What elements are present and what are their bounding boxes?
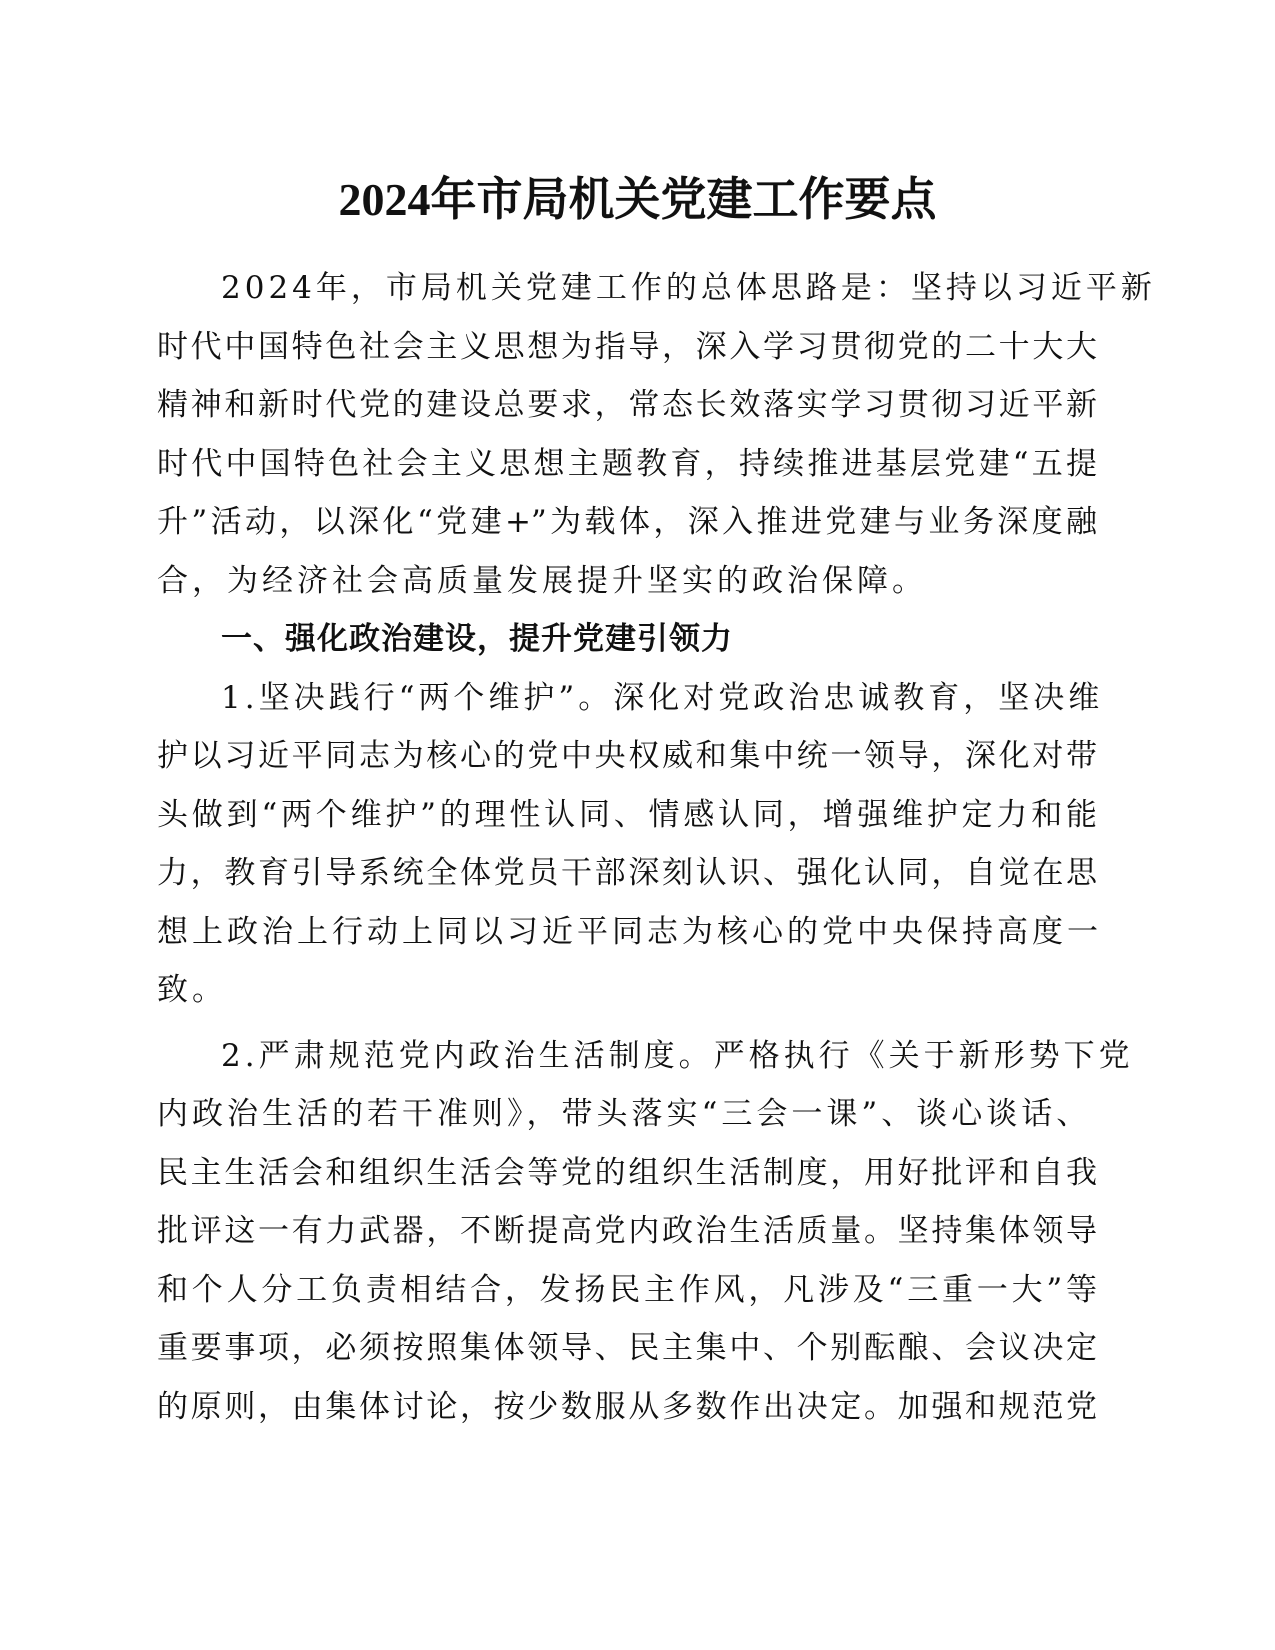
item1-line: 1.坚决践行“两个维护”。深化对党政治忠诚教育，坚决维	[221, 679, 1104, 716]
item2-line: 和个人分工负责相结合，发扬民主作风，凡涉及“三重一大”等	[157, 1271, 1097, 1308]
intro-line: 升”活动，以深化“党建+”为载体，深入推进党建与业务深度融	[157, 504, 1097, 540]
item1-line: 想上政治上行动上同以习近平同志为核心的党中央保持高度一	[157, 913, 1102, 950]
item2-line: 重要事项，必须按照集体领导、民主集中、个别酝酿、会议决定	[157, 1330, 1097, 1366]
intro-line: 2024年，市局机关党建工作的总体思路是：坚持以习近平新	[221, 270, 1156, 306]
intro-line: 时代中国特色社会主义思想为指导，深入学习贯彻党的二十大大	[157, 328, 1097, 365]
item2-line: 内政治生活的若干准则》，带头落实“三会一课”、谈心谈话、	[157, 1096, 1092, 1132]
intro-line: 合，为经济社会高质量发展提升坚实的政治保障。	[157, 562, 927, 599]
item1-line: 致。	[157, 972, 227, 1008]
item2-line: 2.严肃规范党内政治生活制度。严格执行《关于新形势下党	[221, 1037, 1134, 1074]
item2-line: 民主生活会和组织生活会等党的组织生活制度，用好批评和自我	[157, 1154, 1097, 1191]
item1-line: 头做到“两个维护”的理性认同、情感认同，增强维护定力和能	[157, 796, 1097, 833]
paragraph-gap	[157, 1020, 1097, 1027]
intro-line: 时代中国特色社会主义思想主题教育，持续推进基层党建“五提	[157, 445, 1097, 482]
item2-line: 批评这一有力武器，不断提高党内政治生活质量。坚持集体领导	[157, 1213, 1097, 1249]
item2-line: 的原则，由集体讨论，按少数服从多数作出决定。加强和规范党	[157, 1388, 1097, 1425]
document-body	[157, 259, 1156, 1436]
intro-line: 精神和新时代党的建设总要求，常态长效落实学习贯彻习近平新	[157, 387, 1097, 423]
document-title: 2024年市局机关党建工作要点	[338, 174, 937, 225]
section-heading: 一、强化政治建设，提升党建引领力	[221, 621, 733, 657]
item1-line: 护以习近平同志为核心的党中央权威和集中统一领导，深化对带	[157, 738, 1097, 774]
item1-line: 力，教育引导系统全体党员干部深刻认识、强化认同，自觉在思	[157, 855, 1097, 891]
